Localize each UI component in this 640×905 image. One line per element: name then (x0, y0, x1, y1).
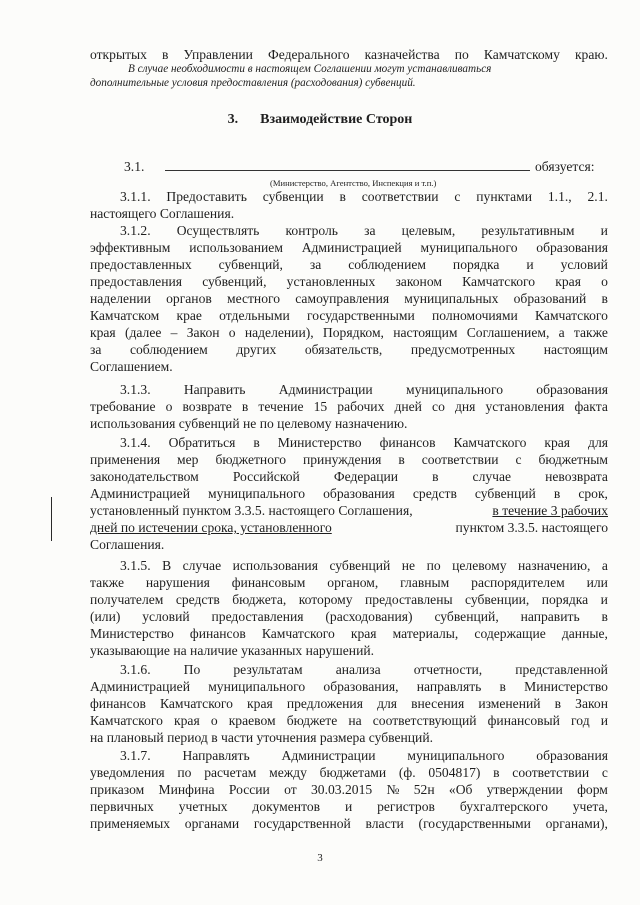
word: принуждения (302, 452, 382, 467)
word: финансов (379, 435, 436, 450)
word: течение (258, 399, 304, 414)
word: средств (175, 592, 220, 607)
word: России (228, 782, 270, 797)
word: «Об (448, 782, 473, 797)
text-line (120, 381, 608, 398)
word: получателем (90, 592, 164, 607)
margin-mark (51, 497, 52, 541)
word: также (573, 325, 608, 340)
word: направлять (416, 679, 482, 694)
word: финансов (189, 626, 246, 641)
word: дней (394, 399, 422, 414)
word: законодательством (90, 469, 199, 484)
word: требование (90, 399, 156, 414)
word: направить (520, 609, 580, 624)
word: законом (395, 274, 442, 289)
word: Закон (186, 325, 220, 340)
word: муниципального (407, 748, 505, 763)
word: открытых (90, 47, 147, 62)
section-heading (0, 112, 640, 128)
text-line (90, 468, 608, 485)
word: Предоставить (166, 189, 247, 204)
word: По (183, 662, 201, 677)
text-line: Соглашения. (90, 537, 165, 552)
text-segment: установленный пунктом 3.3.5. настоящего Соглашения, (90, 503, 413, 518)
word: контроль (285, 223, 338, 238)
word: применяемых (90, 816, 171, 831)
text-line (90, 678, 608, 695)
word: муниципального (420, 240, 518, 255)
word: форм (577, 782, 608, 797)
word: соответствии (512, 765, 590, 780)
word: 3.1.7. (120, 748, 151, 763)
word: о (210, 713, 218, 728)
word: Федерального (268, 47, 350, 62)
word: предоставлены (365, 592, 453, 607)
word: также (90, 575, 124, 590)
word: использования (232, 558, 318, 573)
text-line (90, 239, 608, 256)
word: нарушения (145, 575, 210, 590)
word: органами (184, 816, 240, 831)
word: бюджетами (319, 765, 387, 780)
word: наделении (90, 291, 151, 306)
word: Направить (183, 382, 246, 397)
word: настоящим (543, 342, 608, 357)
word: 3.1.6. (120, 662, 151, 677)
word: (или) (90, 609, 121, 624)
text-line (90, 574, 608, 591)
word: предложения (286, 696, 363, 711)
clause-number: 3.1. (124, 159, 145, 174)
text-line: использования субвенций не по целевому назначению. (90, 416, 408, 431)
word: муниципальных (404, 291, 499, 306)
word: края (555, 274, 581, 289)
word: результатам (233, 662, 303, 677)
word: финансовый (487, 713, 560, 728)
underlined-text: в течение 3 рабочих (492, 503, 608, 518)
word: Министерство (524, 679, 608, 694)
word: на (348, 713, 362, 728)
word: в (398, 452, 405, 467)
word: Администрации (281, 748, 376, 763)
word: факта (574, 399, 608, 414)
word: финансов (90, 696, 146, 711)
word: в (241, 399, 249, 414)
word: 52н (413, 782, 435, 797)
text-line (120, 188, 608, 205)
word: с (601, 765, 608, 780)
text-line (90, 307, 608, 324)
word: и (600, 713, 608, 728)
word: края (90, 325, 116, 340)
word: предоставления (211, 609, 304, 624)
word: в (432, 469, 439, 484)
word: Администрации (278, 382, 373, 397)
word: предоставленных (90, 257, 192, 272)
word: муниципального (405, 382, 503, 397)
text-line (90, 815, 608, 832)
text-segment: пунктом 3.3.5. настоящего (455, 520, 608, 535)
word: расчетам (204, 765, 257, 780)
text-line (120, 747, 608, 764)
word: в (554, 696, 562, 711)
word: предоставления (90, 274, 183, 289)
word: края (350, 626, 377, 641)
word: с (515, 452, 522, 467)
text-line: указывающие на наличие указанных нарушений. (90, 643, 375, 658)
word: – (170, 325, 178, 340)
word: Камчатского (462, 274, 536, 289)
word: самоуправления (295, 291, 390, 306)
word: регистров (377, 799, 435, 814)
word: срок, (578, 486, 608, 501)
word: Министерство (90, 626, 174, 641)
word: № (386, 782, 400, 797)
word: уведомления (90, 765, 165, 780)
word: применения (90, 452, 161, 467)
blank-underline (165, 170, 530, 171)
word: внесения (411, 696, 465, 711)
word: образования (536, 240, 608, 255)
word: Камчатском (90, 308, 160, 323)
word: отчетности, (413, 662, 483, 677)
word: приказом (90, 782, 145, 797)
word: субвенций, (202, 274, 267, 289)
word: первичных (90, 799, 154, 814)
word: субвенции, (465, 592, 530, 607)
text-line (90, 695, 608, 712)
word: 2.1. (587, 189, 608, 204)
word: со (432, 399, 445, 414)
word: документов (252, 799, 321, 814)
word: которому (298, 592, 353, 607)
text-line (90, 519, 608, 536)
word: бухгалтерского (459, 799, 548, 814)
word: краевом (228, 713, 276, 728)
word: финансовым (231, 575, 306, 590)
word: установленных (286, 274, 376, 289)
word: 15 (313, 399, 328, 414)
word: и (600, 223, 608, 238)
word: о (165, 399, 173, 414)
word: пунктами (476, 189, 533, 204)
text-line: Соглашением. (90, 359, 173, 374)
word: 3.1.2. (120, 223, 151, 238)
word: невозврата (545, 469, 608, 484)
word: муниципального (208, 486, 306, 501)
text-line (120, 661, 608, 678)
word: по (426, 558, 441, 573)
word: не (401, 558, 416, 573)
word: результативным (481, 223, 575, 238)
word: 3.1.1. (120, 189, 151, 204)
word: учета, (572, 799, 608, 814)
word: соответствующий (372, 713, 477, 728)
text-line (90, 324, 608, 341)
word: наделении), (244, 325, 314, 340)
word: мер (177, 452, 199, 467)
word: субвенций (474, 486, 536, 501)
word: субвенций, (434, 609, 499, 624)
text-line (90, 764, 608, 781)
fill-in-hint: (Министерство, Агентство, Инспекция и т.п.) (270, 178, 437, 188)
text-line (90, 451, 608, 468)
word: Направлять (182, 748, 250, 763)
word: изменений (478, 696, 541, 711)
word: за (309, 257, 322, 272)
word: случае (472, 469, 512, 484)
word: местного (226, 291, 281, 306)
clause-end-text: обязуется: (535, 159, 595, 174)
text-line (120, 557, 608, 574)
word: 30.03.2015 (310, 782, 373, 797)
word: с (454, 189, 461, 204)
word: год (571, 713, 590, 728)
word: содержащие (474, 626, 546, 641)
word: Порядком, (322, 325, 384, 340)
word: целевому (452, 558, 507, 573)
word: бюджете (286, 713, 338, 728)
word: для (377, 696, 398, 711)
word: полномочиями (432, 308, 518, 323)
word: соответствии (361, 189, 439, 204)
text-line (90, 290, 608, 307)
word: 0504817) (428, 765, 481, 780)
word: образований (513, 291, 587, 306)
text-line (90, 798, 608, 815)
word: возврате (182, 399, 232, 414)
word: Осуществлять (176, 223, 260, 238)
word: предусмотренных (410, 342, 516, 357)
word: для (588, 435, 608, 450)
word: образования (536, 748, 608, 763)
word: 3.1.4. (120, 435, 151, 450)
text-line (120, 434, 608, 451)
word: Закон (575, 696, 608, 711)
word: и (600, 592, 608, 607)
text-line (90, 256, 608, 273)
word: в (601, 609, 608, 624)
italic-note-line: В случае необходимости в настоящем Соглашении могут устанавливаться (128, 63, 492, 75)
word: других (236, 342, 277, 357)
text-line (90, 712, 608, 729)
word: а (601, 558, 608, 573)
word: между (269, 765, 307, 780)
word: крае (176, 308, 202, 323)
word: Министерство (277, 435, 362, 450)
word: 1.1., (547, 189, 572, 204)
word: края (544, 435, 571, 450)
word: (далее (124, 325, 162, 340)
word: образования (323, 486, 395, 501)
section-number: 3. (227, 112, 239, 127)
word: Минфина (158, 782, 215, 797)
word: бюджета, (232, 592, 287, 607)
word: казначейства (364, 47, 440, 62)
word: за (364, 223, 376, 238)
text-line (90, 398, 608, 415)
word: условий (142, 609, 190, 624)
word: данные, (561, 626, 608, 641)
word: Обратиться (168, 435, 236, 450)
word: Соглашением, (466, 325, 550, 340)
word: субвенций (329, 558, 391, 573)
word: Камчатскому (483, 47, 560, 62)
text-line (90, 273, 608, 290)
word: образования, (323, 679, 399, 694)
page-number: 3 (317, 852, 323, 864)
word: 3.1.5. (120, 558, 151, 573)
word: порядка (452, 257, 500, 272)
text-line: на плановый период в части уточнения размера субвенций. (90, 730, 434, 745)
word: бюджетным (538, 452, 608, 467)
word: края (174, 713, 200, 728)
text-line (90, 46, 608, 63)
word: и (344, 799, 353, 814)
text-line (120, 222, 608, 239)
word: в (162, 47, 169, 62)
word: анализа (335, 662, 381, 677)
word: субвенции (262, 189, 324, 204)
word: эффективным (90, 240, 171, 255)
word: 3.1.3. (120, 382, 151, 397)
text-line (90, 591, 608, 608)
word: Камчатского (90, 713, 163, 728)
word: использованием (189, 240, 283, 255)
word: органом, (327, 575, 379, 590)
word: целевым, (401, 223, 456, 238)
word: отдельными (219, 308, 290, 323)
word: представленной (515, 662, 608, 677)
word: В (162, 558, 172, 573)
word: Администрацией (90, 679, 190, 694)
word: а (558, 325, 565, 340)
text-line (90, 781, 608, 798)
word: Администрацией (90, 486, 190, 501)
text-line (90, 608, 608, 625)
word: субвенций, (218, 257, 283, 272)
word: о (228, 325, 236, 340)
word: и (526, 257, 534, 272)
word: по (454, 47, 469, 62)
word: назначению, (517, 558, 591, 573)
underlined-text: дней по истечении срока, установленного (90, 520, 332, 535)
word: по (177, 765, 192, 780)
italic-note-line: дополнительные условия предоставления (расходования) субвенций. (90, 77, 416, 89)
word: материалы, (392, 626, 459, 641)
word: Федерации (333, 469, 399, 484)
word: Управлении (183, 47, 253, 62)
word: соблюдением (129, 342, 208, 357)
word: в (601, 291, 608, 306)
word: Камчатского (535, 308, 608, 323)
word: в (499, 679, 506, 694)
text-line (90, 502, 608, 519)
word: (расходования) (325, 609, 413, 624)
word: учетных (178, 799, 228, 814)
word: утверждении (486, 782, 563, 797)
word: дня (454, 399, 476, 414)
word: государственными (306, 308, 415, 323)
word: рабочих (337, 399, 385, 414)
word: распорядителем (471, 575, 565, 590)
word: случае (182, 558, 222, 573)
word: средств (412, 486, 457, 501)
word: края (247, 696, 273, 711)
text-line (90, 341, 608, 358)
text-line (90, 625, 608, 642)
word: за (90, 342, 102, 357)
word: Администрацией (301, 240, 402, 255)
word: от (284, 782, 297, 797)
word: бюджетного (215, 452, 287, 467)
text-line: настоящего Соглашения. (90, 206, 235, 221)
word: условий (560, 257, 608, 272)
word: установления (485, 399, 565, 414)
word: краю. (574, 47, 608, 62)
section-title: Взаимодействие Сторон (260, 112, 413, 127)
word: государственной (253, 816, 351, 831)
word: соответствии (421, 452, 499, 467)
word: власти (365, 816, 404, 831)
word: в (339, 189, 346, 204)
word: Камчатского (160, 696, 233, 711)
word: Российской (232, 469, 300, 484)
word: Камчатского (261, 626, 335, 641)
word: (государственными (418, 816, 531, 831)
text-line (90, 485, 608, 502)
word: или (586, 575, 608, 590)
word: образования (536, 382, 608, 397)
word: соблюдением (348, 257, 426, 272)
word: в (493, 765, 500, 780)
word: (ф. (398, 765, 416, 780)
word: главным (400, 575, 450, 590)
word: о (601, 274, 608, 289)
word: порядка (541, 592, 589, 607)
word: в (253, 435, 260, 450)
word: органами), (545, 816, 608, 831)
word: Камчатского (453, 435, 527, 450)
word: настоящим (393, 325, 458, 340)
word: органов (166, 291, 212, 306)
word: муниципального (208, 679, 306, 694)
word: в (553, 486, 561, 501)
word: обязательств, (304, 342, 383, 357)
